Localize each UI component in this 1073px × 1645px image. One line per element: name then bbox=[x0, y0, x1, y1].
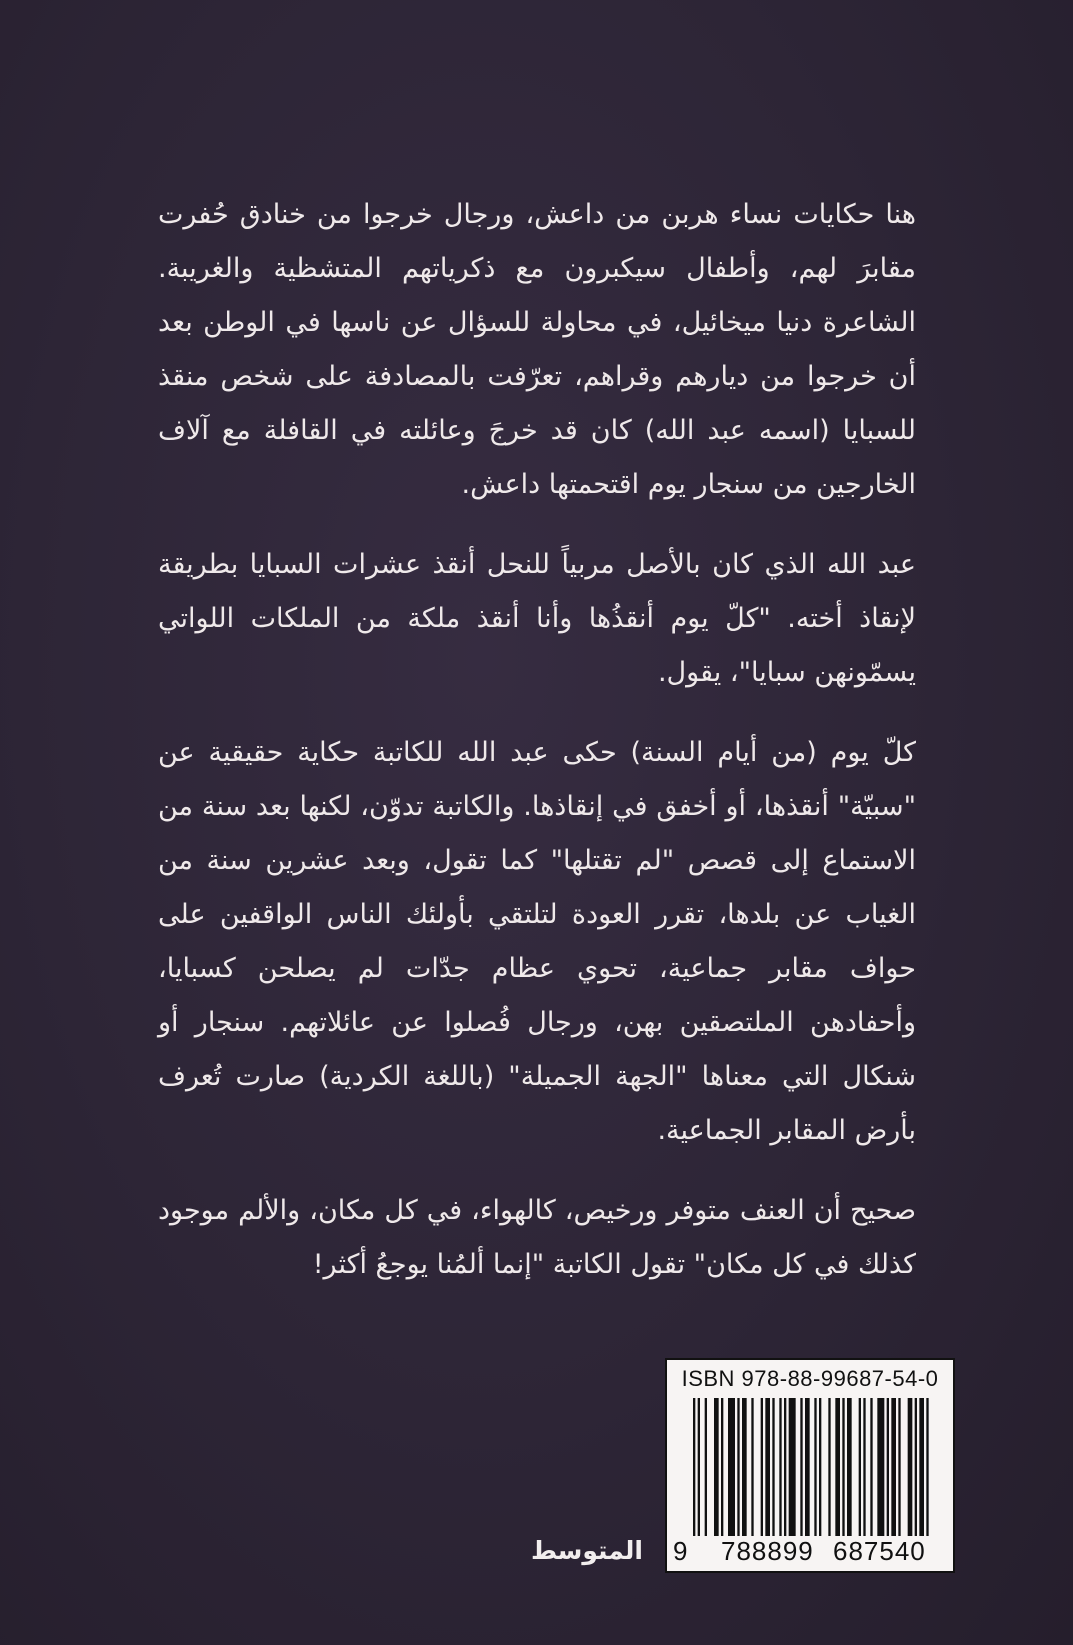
barcode-bar bbox=[828, 1398, 830, 1536]
barcode-bar bbox=[721, 1398, 723, 1536]
barcode-bar bbox=[805, 1398, 810, 1536]
back-cover-blurb bbox=[158, 188, 916, 1318]
barcode-bar bbox=[926, 1398, 928, 1536]
publisher-logo: المتوسط bbox=[531, 1536, 643, 1565]
barcode-bar bbox=[714, 1398, 719, 1536]
barcode-bar bbox=[819, 1398, 821, 1536]
barcode-bar bbox=[908, 1398, 913, 1536]
barcode-bar bbox=[737, 1398, 739, 1536]
barcode-bar bbox=[742, 1398, 747, 1536]
blurb-paragraph-3: كلّ يوم (من أيام السنة) حكى عبد الله للكاتبة حكاية حقيقية عن "سبيّة" أنقذها، أو أخفق في إنقاذها. والكاتبة تدوّن، لكنها بعد سنة من الاستماع إلى قصص "لم تقتلها" كما تقول، وبعد عشرين سنة من الغياب عن بلدها، تقرر العودة لتلتقي بأولئك الناس الواقفين على حواف مقابر جماعية، تحوي عظام جدّات لم يصلحن كسبايا، وأحفادهن الملتصقين بهن، ورجال فُصلوا عن عائلاتهم. سنجار أو شنكال التي معناها "الجهة الجميلة" (باللغة الكردية) صارت تُعرف بأرض المقابر الجماعية. bbox=[158, 737, 916, 1146]
barcode-bar bbox=[859, 1398, 861, 1536]
isbn-barcode bbox=[665, 1358, 955, 1573]
barcode-bar bbox=[887, 1398, 889, 1536]
isbn-label: ISBN 978-88-99687-54-0 bbox=[681, 1366, 939, 1391]
barcode-bar bbox=[800, 1398, 802, 1536]
barcode-bar bbox=[789, 1398, 796, 1536]
barcode-bar bbox=[705, 1398, 707, 1536]
barcode-bar bbox=[835, 1398, 840, 1536]
barcode-bar bbox=[863, 1398, 865, 1536]
barcode-bar bbox=[842, 1398, 844, 1536]
barcode-bar bbox=[891, 1398, 896, 1536]
barcode-bar bbox=[915, 1398, 917, 1536]
barcode-digits bbox=[667, 1533, 953, 1567]
barcode-bar bbox=[693, 1398, 695, 1536]
barcode-bar bbox=[919, 1398, 924, 1536]
barcode-digits-left: 788899 bbox=[721, 1536, 814, 1566]
barcode-bar bbox=[751, 1398, 753, 1536]
barcode-bar bbox=[765, 1398, 770, 1536]
barcode-bar bbox=[898, 1398, 900, 1536]
barcode-digits-right: 687540 bbox=[833, 1536, 926, 1566]
blurb-paragraph-2: عبد الله الذي كان بالأصل مربياً للنحل أنقذ عشرات السبايا بطريقة لإنقاذ أخته. "كلّ يوم أنقذُها وأنا أنقذ ملكة من الملكات اللواتي يسمّونهن سبايا"، يقول. bbox=[158, 549, 916, 688]
barcode-bar bbox=[772, 1398, 774, 1536]
barcode-bar bbox=[877, 1398, 884, 1536]
barcode-bar bbox=[698, 1398, 700, 1536]
barcode-bar bbox=[870, 1398, 872, 1536]
blurb-paragraph-1: هنا حكايات نساء هربن من داعش، ورجال خرجوا من خنادق حُفرت مقابرَ لهم، وأطفال سيكبرون مع ذكرياتهم المتشظية والغريبة. الشاعرة دنيا ميخائيل، في محاولة للسؤال عن ناسها في الوطن بعد أن خرجوا من ديارهم وقراهم، تعرّفت بالمصادفة على شخص منقذ للسبايا (اسمه عبد الله) كان قد خرجَ وعائلته في القافلة مع آلاف الخارجين من سنجار يوم اقتحمتها داعش. bbox=[158, 199, 916, 500]
barcode-bar bbox=[814, 1398, 816, 1536]
barcode-bar bbox=[784, 1398, 786, 1536]
barcode-bar bbox=[847, 1398, 852, 1536]
barcode-digit-first: 9 bbox=[673, 1536, 688, 1566]
barcode-bar bbox=[779, 1398, 781, 1536]
barcode-bars-icon bbox=[693, 1398, 931, 1536]
blurb-paragraph-4: صحيح أن العنف متوفر ورخيص، كالهواء، في كل مكان، والألم موجود كذلك في كل مكان" تقول الكاتبة "إنما ألمُنا يوجعُ أكثر! bbox=[158, 1195, 916, 1280]
barcode-bar bbox=[761, 1398, 763, 1536]
barcode-bar bbox=[728, 1398, 735, 1536]
